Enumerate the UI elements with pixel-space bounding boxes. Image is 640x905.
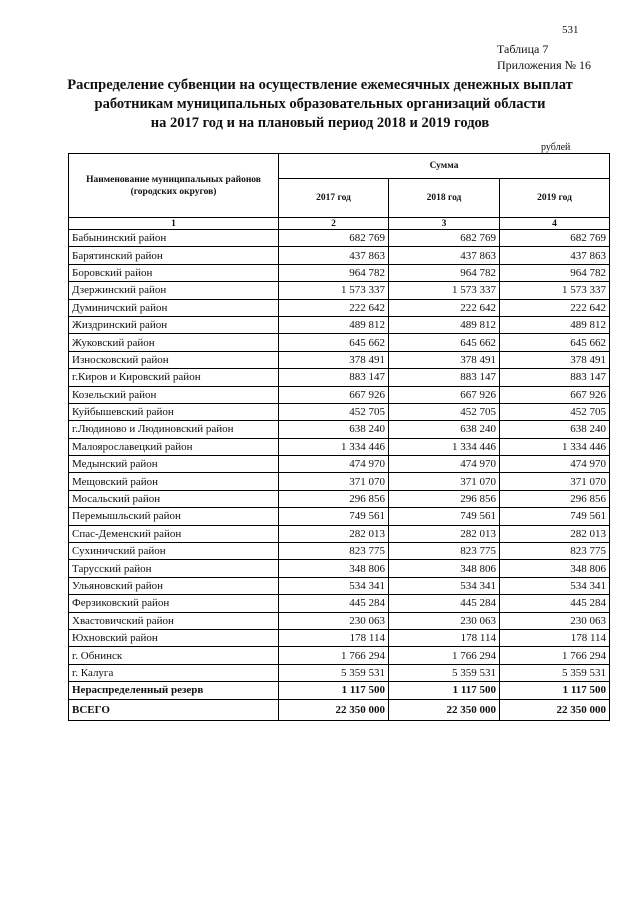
amount-2019: 371 070 xyxy=(500,473,610,490)
district-name: г. Калуга xyxy=(69,664,279,681)
district-name: Спас-Деменский район xyxy=(69,525,279,542)
amount-2019: 348 806 xyxy=(500,560,610,577)
amount-2018: 452 705 xyxy=(389,403,500,420)
table-row xyxy=(69,490,610,507)
amount-2018: 489 812 xyxy=(389,316,500,333)
table-row xyxy=(69,595,610,612)
header-2017: 2017 год xyxy=(279,179,389,218)
amount-2017: 823 775 xyxy=(279,543,389,560)
amount-2019: 282 013 xyxy=(500,525,610,542)
column-index-row xyxy=(69,218,610,230)
amount-2017: 1 766 294 xyxy=(279,647,389,664)
header-2019: 2019 год xyxy=(500,179,610,218)
amount-2018: 5 359 531 xyxy=(389,664,500,681)
table-row xyxy=(69,543,610,560)
reserve-row xyxy=(69,682,610,699)
header-name-column: Наименование муниципальных районов (городских округов) xyxy=(69,154,279,218)
amount-2019: 1 334 446 xyxy=(500,438,610,455)
table-row xyxy=(69,230,610,247)
title-line-2: работникам муниципальных образовательных организаций области xyxy=(94,96,546,112)
table-row xyxy=(69,612,610,629)
table-row xyxy=(69,508,610,525)
amount-2019: 378 491 xyxy=(500,351,610,368)
amount-2019: 1 573 337 xyxy=(500,282,610,299)
amount-2017: 883 147 xyxy=(279,369,389,386)
amount-2018: 230 063 xyxy=(389,612,500,629)
amount-2017: 445 284 xyxy=(279,595,389,612)
amount-2018: 474 970 xyxy=(389,456,500,473)
amount-2019: 474 970 xyxy=(500,456,610,473)
amount-2019: 883 147 xyxy=(500,369,610,386)
reserve-2018: 1 117 500 xyxy=(389,682,500,699)
district-name: Козельский район xyxy=(69,386,279,403)
district-name: Износковский район xyxy=(69,351,279,368)
district-name: Ульяновский район xyxy=(69,577,279,594)
amount-2018: 1 573 337 xyxy=(389,282,500,299)
total-name: ВСЕГО xyxy=(69,699,279,720)
table-row xyxy=(69,525,610,542)
amount-2018: 378 491 xyxy=(389,351,500,368)
amount-2018: 682 769 xyxy=(389,230,500,247)
table-row xyxy=(69,316,610,333)
district-name: Хвастовичский район xyxy=(69,612,279,629)
appendix-number: Приложения № 16 xyxy=(497,58,592,72)
total-2019: 22 350 000 xyxy=(500,699,610,720)
amount-2017: 5 359 531 xyxy=(279,664,389,681)
amount-2017: 378 491 xyxy=(279,351,389,368)
table-row xyxy=(69,577,610,594)
table-row xyxy=(69,386,610,403)
amount-2017: 437 863 xyxy=(279,247,389,264)
district-name: Ферзиковский район xyxy=(69,595,279,612)
amount-2018: 645 662 xyxy=(389,334,500,351)
amount-2018: 1 766 294 xyxy=(389,647,500,664)
total-2018: 22 350 000 xyxy=(389,699,500,720)
header-sum: Сумма xyxy=(279,154,610,179)
amount-2018: 883 147 xyxy=(389,369,500,386)
amount-2017: 1 334 446 xyxy=(279,438,389,455)
amount-2018: 638 240 xyxy=(389,421,500,438)
amount-2019: 296 856 xyxy=(500,490,610,507)
table-row xyxy=(69,334,610,351)
amount-2017: 667 926 xyxy=(279,386,389,403)
table-number: Таблица 7 xyxy=(497,42,549,56)
district-name: г.Людиново и Людиновский район xyxy=(69,421,279,438)
district-name: Мещовский район xyxy=(69,473,279,490)
amount-2019: 749 561 xyxy=(500,508,610,525)
district-name: Перемышльский район xyxy=(69,508,279,525)
amount-2018: 445 284 xyxy=(389,595,500,612)
amount-2017: 296 856 xyxy=(279,490,389,507)
table-row xyxy=(69,560,610,577)
amount-2017: 749 561 xyxy=(279,508,389,525)
district-name: Медынский район xyxy=(69,456,279,473)
district-name: г. Обнинск xyxy=(69,647,279,664)
amount-2017: 371 070 xyxy=(279,473,389,490)
amount-2018: 437 863 xyxy=(389,247,500,264)
table-row xyxy=(69,247,610,264)
total-row xyxy=(69,699,610,720)
units-label: рублей xyxy=(541,142,571,153)
district-name: Бабынинский район xyxy=(69,230,279,247)
amount-2019: 5 359 531 xyxy=(500,664,610,681)
table-row xyxy=(69,369,610,386)
reserve-2017: 1 117 500 xyxy=(279,682,389,699)
amount-2018: 1 334 446 xyxy=(389,438,500,455)
district-name: Думиничский район xyxy=(69,299,279,316)
amount-2018: 371 070 xyxy=(389,473,500,490)
amount-2018: 534 341 xyxy=(389,577,500,594)
document-title xyxy=(60,76,580,133)
table-row xyxy=(69,421,610,438)
amount-2018: 348 806 xyxy=(389,560,500,577)
reserve-2019: 1 117 500 xyxy=(500,682,610,699)
amount-2018: 222 642 xyxy=(389,299,500,316)
column-index: 3 xyxy=(389,218,500,230)
district-name: Юхновский район xyxy=(69,629,279,646)
amount-2019: 222 642 xyxy=(500,299,610,316)
reserve-name: Нераспределенный резерв xyxy=(69,682,279,699)
amount-2018: 749 561 xyxy=(389,508,500,525)
district-name: Сухиничский район xyxy=(69,543,279,560)
district-name: Мосальский район xyxy=(69,490,279,507)
table-row xyxy=(69,456,610,473)
table-row xyxy=(69,351,610,368)
table-row xyxy=(69,629,610,646)
district-name: Куйбышевский район xyxy=(69,403,279,420)
district-name: Малоярославецкий район xyxy=(69,438,279,455)
total-2017: 22 350 000 xyxy=(279,699,389,720)
amount-2019: 230 063 xyxy=(500,612,610,629)
table-row xyxy=(69,282,610,299)
amount-2019: 645 662 xyxy=(500,334,610,351)
page-number: 531 xyxy=(562,24,579,36)
amount-2019: 667 926 xyxy=(500,386,610,403)
amount-2017: 230 063 xyxy=(279,612,389,629)
amount-2019: 445 284 xyxy=(500,595,610,612)
table-row xyxy=(69,264,610,281)
amount-2019: 964 782 xyxy=(500,264,610,281)
header-2018: 2018 год xyxy=(389,179,500,218)
title-line-3: на 2017 год и на плановый период 2018 и 2019 годов xyxy=(150,115,490,131)
district-name: Жуковский район xyxy=(69,334,279,351)
amount-2017: 452 705 xyxy=(279,403,389,420)
amount-2017: 282 013 xyxy=(279,525,389,542)
table-row xyxy=(69,647,610,664)
amount-2018: 823 775 xyxy=(389,543,500,560)
amount-2018: 178 114 xyxy=(389,629,500,646)
district-name: Боровский район xyxy=(69,264,279,281)
amount-2019: 534 341 xyxy=(500,577,610,594)
subvention-table xyxy=(68,153,610,721)
amount-2017: 682 769 xyxy=(279,230,389,247)
amount-2017: 348 806 xyxy=(279,560,389,577)
amount-2019: 638 240 xyxy=(500,421,610,438)
amount-2017: 178 114 xyxy=(279,629,389,646)
district-name: Барятинский район xyxy=(69,247,279,264)
table-reference xyxy=(497,41,591,73)
column-index: 1 xyxy=(69,218,279,230)
amount-2018: 296 856 xyxy=(389,490,500,507)
table-row xyxy=(69,403,610,420)
amount-2017: 645 662 xyxy=(279,334,389,351)
amount-2018: 964 782 xyxy=(389,264,500,281)
amount-2019: 682 769 xyxy=(500,230,610,247)
table-row xyxy=(69,299,610,316)
district-name: Жиздринский район xyxy=(69,316,279,333)
amount-2019: 489 812 xyxy=(500,316,610,333)
table-row xyxy=(69,438,610,455)
title-line-1: Распределение субвенции на осуществление ежемесячных денежных выплат xyxy=(67,77,573,93)
column-index: 4 xyxy=(500,218,610,230)
amount-2017: 474 970 xyxy=(279,456,389,473)
amount-2017: 1 573 337 xyxy=(279,282,389,299)
district-name: Дзержинский район xyxy=(69,282,279,299)
amount-2019: 437 863 xyxy=(500,247,610,264)
table-row xyxy=(69,664,610,681)
amount-2017: 489 812 xyxy=(279,316,389,333)
amount-2019: 178 114 xyxy=(500,629,610,646)
district-name: г.Киров и Кировский район xyxy=(69,369,279,386)
amount-2017: 638 240 xyxy=(279,421,389,438)
amount-2017: 534 341 xyxy=(279,577,389,594)
column-index: 2 xyxy=(279,218,389,230)
amount-2019: 1 766 294 xyxy=(500,647,610,664)
district-name: Тарусский район xyxy=(69,560,279,577)
amount-2018: 667 926 xyxy=(389,386,500,403)
amount-2017: 964 782 xyxy=(279,264,389,281)
amount-2017: 222 642 xyxy=(279,299,389,316)
amount-2018: 282 013 xyxy=(389,525,500,542)
amount-2019: 452 705 xyxy=(500,403,610,420)
table-row xyxy=(69,473,610,490)
amount-2019: 823 775 xyxy=(500,543,610,560)
